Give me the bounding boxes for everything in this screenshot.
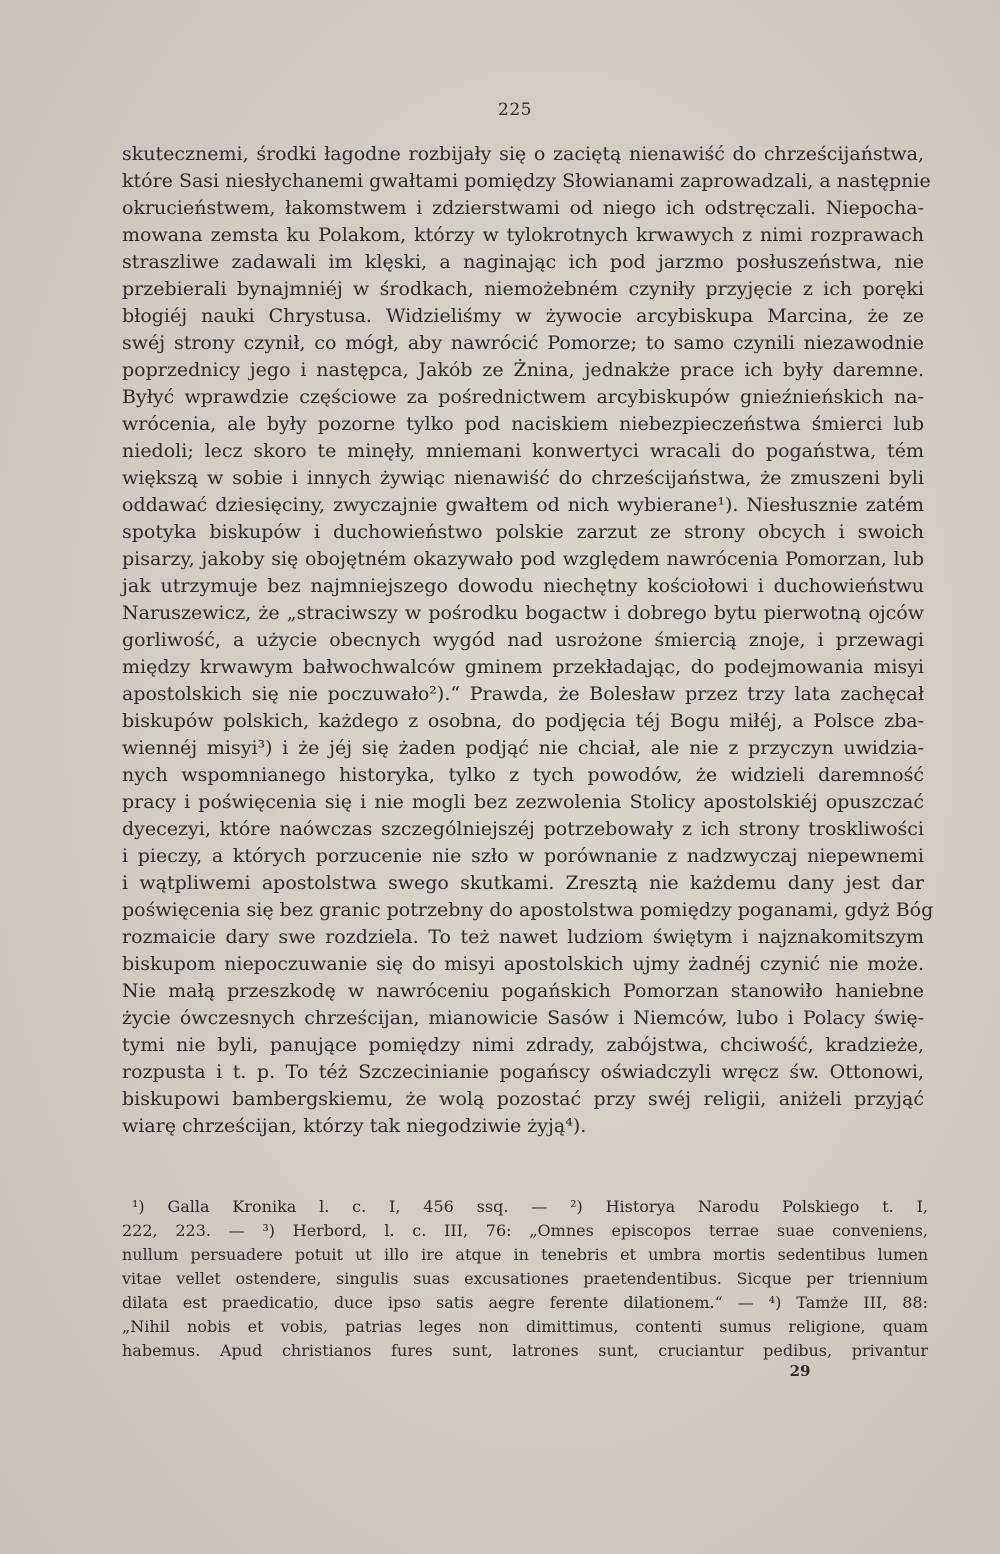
text-line: skutecznemi, środki łagodne rozbijały się o zaciętą nienawiść do chrześcijaństwa, <box>122 143 924 165</box>
text-line: i pieczy, a których porzucenie nie szło w porównanie z nadzwyczaj niepewnemi <box>122 845 924 867</box>
text-line: Byłyć wprawdzie częściowe za pośrednictwem arcybiskupów gnieźnieńskich na- <box>122 386 924 408</box>
text-line: które Sasi niesłychanemi gwałtami pomiędzy Słowianami zaprowadzali, a następnie <box>122 170 931 192</box>
text-line: oddawać dziesięciny, zwyczajnie gwałtem od nich wybierane¹). Niesłusznie zatém <box>122 494 924 516</box>
signature-mark: 29 <box>789 1362 811 1380</box>
text-line: nych wspomnianego historyka, tylko z tych powodów, że widzieli daremność <box>122 764 924 786</box>
text-line: biskupowi bambergskiemu, że wolą pozostać przy swéj religii, aniżeli przyjąć <box>122 1088 924 1110</box>
main-text <box>122 141 934 1140</box>
text-line: między krwawym bałwochwalców gminem przekładając, do podejmowania misyi <box>122 656 924 678</box>
text-line: apostolskich się nie poczuwało²).“ Prawda, że Bolesław przez trzy lata zachęcał <box>122 683 924 705</box>
footnote-line: „Nihil nobis et vobis, patrias leges non dimittimus, contenti sumus religione, quam <box>122 1317 928 1336</box>
text-line: niedoli; lecz skoro te minęły, mniemani konwertyci wracali do pogaństwa, tém <box>122 440 924 462</box>
footnote-line: ¹) Galla Kronika l. c. I, 456 ssq. — ²) Historya Narodu Polskiego t. I, <box>132 1197 928 1216</box>
footnotes <box>122 1195 928 1363</box>
text-line: wiarę chrześcijan, którzy tak niegodziwie żyją⁴). <box>122 1115 587 1137</box>
text-line: większą w sobie i innych żywiąc nienawiść do chrześcijaństwa, że zmuszeni byli <box>122 467 924 489</box>
text-line: mowana zemsta ku Polakom, którzy w tylokrotnych krwawych z nimi rozprawach <box>122 224 924 246</box>
text-line: jak utrzymuje bez najmniejszego dowodu niechętny kościołowi i duchowieństwu <box>122 575 924 597</box>
footnote-line: habemus. Apud christianos fures sunt, latrones sunt, cruciantur pedibus, privantur <box>122 1341 928 1360</box>
text-line: swéj strony czynił, co mógł, aby nawrócić Pomorze; to samo czynili niezawodnie <box>122 332 924 354</box>
text-line: straszliwe zadawali im klęski, a naginając ich pod jarzmo posłuszeństwa, nie <box>122 251 924 273</box>
text-line: biskupom niepoczuwanie się do misyi apostolskich ujmy żadnéj czynić nie może. <box>122 953 924 975</box>
text-line: życie ówczesnych chrześcijan, mianowicie Sasów i Niemców, lubo i Polacy świę- <box>122 1007 924 1029</box>
text-line: błogiéj nauki Chrystusa. Widzieliśmy w żywocie arcybiskupa Marcina, że ze <box>122 305 924 327</box>
text-line: rozmaicie dary swe rozdziela. To też nawet ludziom świętym i najznakomitszym <box>122 926 924 948</box>
page-number: 225 <box>498 100 532 120</box>
text-line: wrócenia, ale były pozorne tylko pod naciskiem niebezpieczeństwa śmierci lub <box>122 413 924 435</box>
footnote-line: dilata est praedicatio, duce ipso satis aegre ferente dilationem.“ — ⁴) Tamże III, 88: <box>122 1293 928 1312</box>
text-line: gorliwość, a użycie obecnych wygód nad usrożone śmiercią znoje, i przewagi <box>122 629 924 651</box>
footnote-line: nullum persuadere potuit ut illo ire atque in tenebris et umbra mortis sedentibus lumen <box>122 1245 928 1264</box>
footnote-line: vitae vellet ostendere, singulis suas excusationes praetendentibus. Sicque per triennium <box>122 1269 928 1288</box>
text-line: Naruszewicz, że „straciwszy w pośrodku bogactw i dobrego bytu pierwotną ojców <box>122 602 924 624</box>
text-line: pisarzy, jakoby się obojętném okazywało pod względem nawrócenia Pomorzan, lub <box>122 548 924 570</box>
text-line: pracy i poświęcenia się i nie mogli bez zezwolenia Stolicy apostolskiéj opuszczać <box>122 791 924 813</box>
text-line: tymi nie byli, panujące pomiędzy nimi zdrady, zabójstwa, chciwość, kradzieże, <box>122 1034 924 1056</box>
text-line: i wątpliwemi apostolstwa swego skutkami. Zresztą nie każdemu dany jest dar <box>122 872 924 894</box>
text-line: poświęcenia się bez granic potrzebny do apostolstwa pomiędzy poganami, gdyż Bóg <box>122 899 934 921</box>
text-line: okrucieństwem, łakomstwem i zdzierstwami od niego ich odstręczali. Niepocha- <box>122 197 924 219</box>
text-line: Nie małą przeszkodę w nawróceniu pogańskich Pomorzan stanowiło haniebne <box>122 980 924 1002</box>
text-line: rozpusta i t. p. To téż Szczecinianie pogańscy oświadczyli wręcz św. Ottonowi, <box>122 1061 924 1083</box>
text-line: przebierali bynajmniéj w środkach, niemożebném czyniły przyjęcie z ich poręki <box>122 278 924 300</box>
text-line: wiennéj misyi³) i że jéj się żaden podjąć nie chciał, ale nie z przyczyn uwidzia- <box>122 737 924 759</box>
footnote-line: 222, 223. — ³) Herbord, l. c. III, 76: „Omnes episcopos terrae suae conveniens, <box>122 1221 928 1240</box>
text-line: poprzednicy jego i następca, Jakób ze Żnina, jednakże prace ich były daremne. <box>122 359 924 381</box>
text-line: dyecezyi, które naówczas szczególniejszéj potrzebowały z ich strony troskliwości <box>122 818 924 840</box>
text-line: spotyka biskupów i duchowieństwo polskie zarzut ze strony obcych i swoich <box>122 521 924 543</box>
text-line: biskupów polskich, każdego z osobna, do podjęcia téj Bogu miłéj, a Polsce zba- <box>122 710 924 732</box>
